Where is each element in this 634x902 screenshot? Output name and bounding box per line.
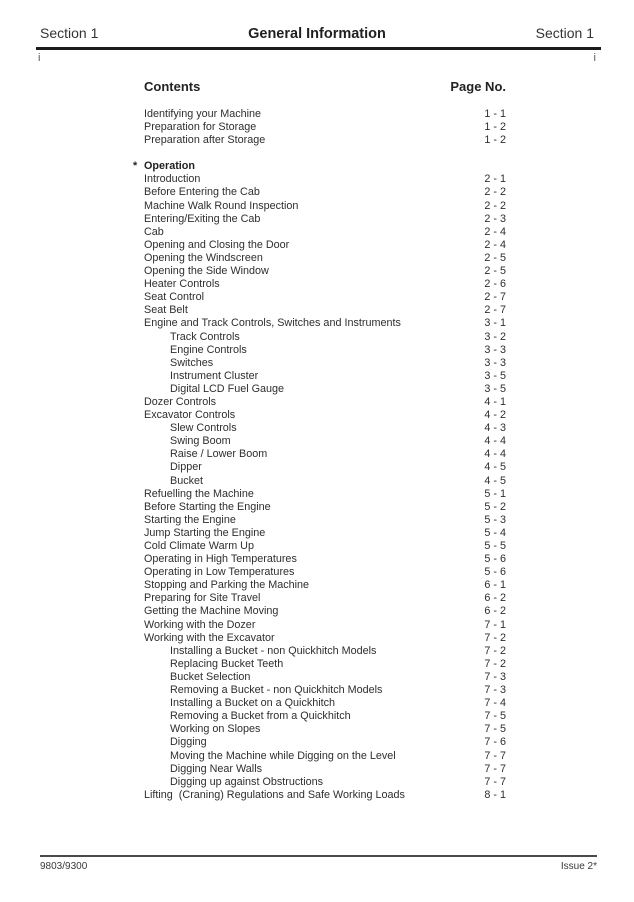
toc-entry-page: 6 - 1 — [484, 579, 506, 592]
toc-entry-page: 7 - 7 — [484, 775, 506, 788]
toc-entry-label: Bucket Selection — [170, 670, 251, 683]
toc-entry-page: 5 - 6 — [484, 566, 506, 579]
toc-entry-page: 5 - 2 — [484, 500, 506, 513]
page-header — [40, 25, 594, 42]
toc-entry-label: Swing Boom — [170, 435, 231, 448]
toc-row — [144, 619, 506, 632]
toc-entry-page: 4 - 3 — [484, 422, 506, 435]
toc-entry-page: 3 - 2 — [484, 330, 506, 343]
toc-entry-label: Working on Slopes — [170, 723, 261, 736]
toc-row — [144, 435, 506, 448]
toc-row — [144, 226, 506, 239]
toc-row — [144, 344, 506, 357]
toc-entry-page: 3 - 5 — [484, 382, 506, 395]
toc-entry-page: 7 - 1 — [484, 618, 506, 631]
toc-entry-label: Digging up against Obstructions — [170, 775, 324, 788]
toc-row — [144, 186, 506, 199]
toc-row — [144, 710, 506, 723]
toc-entry-page — [464, 160, 506, 173]
toc-entry-label: Removing a Bucket from a Quickhitch — [170, 710, 351, 723]
toc-entry-page: 5 - 3 — [484, 513, 506, 526]
footer-rule — [40, 855, 597, 857]
toc-entry-label: Operating in High Temperatures — [144, 553, 297, 566]
toc-row — [144, 540, 506, 553]
header-rule — [36, 47, 601, 50]
toc-entry-label: Track Controls — [170, 330, 240, 343]
page-number-left: i — [38, 52, 41, 64]
toc-entry-page: 2 - 7 — [484, 291, 506, 304]
toc-entry-label: Entering/Exiting the Cab — [144, 212, 261, 225]
toc-entry-page: 3 - 3 — [484, 356, 506, 369]
toc-entry-label: Identifying your Machine — [144, 108, 262, 120]
toc-row — [144, 396, 506, 409]
toc-row — [144, 422, 506, 435]
toc-entry-label: Removing a Bucket - non Quickhitch Models — [170, 684, 383, 697]
toc-row — [133, 160, 506, 173]
toc-row — [144, 475, 506, 488]
toc-row — [144, 605, 506, 618]
toc-row — [144, 684, 506, 697]
toc-entry-page: 4 - 1 — [484, 395, 506, 408]
toc-entry-page: 4 - 4 — [484, 448, 506, 461]
toc-row — [144, 553, 506, 566]
page-number-row — [38, 52, 596, 64]
toc-entry-label: Preparation after Storage — [144, 134, 266, 147]
toc-entry-page: 1 - 1 — [484, 108, 506, 120]
toc-entry-page: 2 - 2 — [484, 186, 506, 199]
toc-entry-label: Raise / Lower Boom — [170, 448, 268, 461]
toc-entry-label: Engine Controls — [170, 343, 247, 356]
table-of-contents — [133, 79, 506, 802]
toc-entry-page: 6 - 2 — [484, 592, 506, 605]
toc-entry-label: Seat Control — [144, 291, 205, 304]
toc-entry-label: Jump Starting the Engine — [144, 526, 266, 539]
toc-entry-page: 1 - 2 — [484, 134, 506, 147]
toc-entry-label: Working with the Dozer — [144, 618, 256, 631]
toc-row — [144, 461, 506, 474]
toc-entry-page: 3 - 5 — [484, 369, 506, 382]
toc-row — [144, 776, 506, 789]
toc-entry-label: Engine and Track Controls, Switches and Instruments — [144, 317, 401, 330]
toc-row — [144, 200, 506, 213]
toc-entry-page: 7 - 6 — [484, 736, 506, 749]
toc-entry-page: 2 - 4 — [484, 225, 506, 238]
toc-entry-label: Lifting (Craning) Regulations and Safe Working Loads — [144, 788, 405, 801]
toc-row — [144, 697, 506, 710]
toc-entry-page: 2 - 6 — [484, 278, 506, 291]
toc-entry-label: Dozer Controls — [144, 395, 217, 408]
toc-row — [144, 304, 506, 317]
toc-entry-page: 4 - 5 — [484, 461, 506, 474]
toc-entry-label: Cold Climate Warm Up — [144, 540, 254, 552]
page-number-right: i — [593, 52, 596, 64]
toc-entry-label: Operation — [144, 160, 195, 173]
toc-row — [144, 409, 506, 422]
toc-entry-label: Opening the Side Window — [144, 265, 269, 278]
toc-row — [144, 239, 506, 252]
toc-entry-label: Dipper — [170, 461, 202, 474]
toc-entry-label: Digging — [170, 736, 207, 749]
toc-entry-page: 7 - 7 — [484, 762, 506, 775]
toc-entry-label: Digging Near Walls — [170, 762, 263, 775]
toc-entry-label: Machine Walk Round Inspection — [144, 199, 299, 212]
toc-entry-label: Working with the Excavator — [144, 631, 275, 644]
toc-entry-page: 5 - 5 — [484, 540, 506, 552]
toc-row — [144, 645, 506, 658]
toc-entry-label: Switches — [170, 356, 214, 369]
toc-entry-label: Starting the Engine — [144, 513, 236, 526]
toc-entry-page: 2 - 2 — [484, 199, 506, 212]
toc-row — [144, 527, 506, 540]
toc-entry-page: 2 - 3 — [484, 212, 506, 225]
issue-label: Issue 2* — [560, 861, 597, 872]
toc-entry-label: Stopping and Parking the Machine — [144, 579, 310, 592]
toc-row — [144, 370, 506, 383]
header-section-left: Section 1 — [40, 25, 99, 41]
toc-entry-page: 3 - 1 — [484, 317, 506, 330]
header-section-right: Section 1 — [535, 25, 594, 41]
toc-row — [144, 632, 506, 645]
toc-entry-label: Cab — [144, 225, 164, 238]
toc-row — [144, 723, 506, 736]
toc-entry-page: 2 - 4 — [484, 238, 506, 251]
toc-row — [144, 121, 506, 134]
toc-entry-label: Slew Controls — [170, 422, 237, 435]
toc-entry-page: 5 - 6 — [484, 553, 506, 566]
toc-entry-label: Introduction — [144, 173, 201, 186]
toc-entry-page: 7 - 2 — [484, 644, 506, 657]
toc-row — [144, 173, 506, 186]
toc-row — [144, 592, 506, 605]
toc-entry-label: Before Entering the Cab — [144, 186, 260, 199]
toc-entry-page: 7 - 4 — [484, 697, 506, 710]
toc-row — [144, 108, 506, 121]
toc-entry-label: Instrument Cluster — [170, 369, 259, 382]
toc-row — [144, 488, 506, 501]
toc-entry-page: 7 - 2 — [484, 631, 506, 644]
toc-entry-page: 8 - 1 — [484, 788, 506, 801]
toc-entry-page: 4 - 4 — [484, 435, 506, 448]
page-footer — [40, 861, 597, 872]
toc-entry-label: Getting the Machine Moving — [144, 605, 279, 618]
toc-entry-label: Preparing for Site Travel — [144, 592, 261, 605]
toc-entry-label: Preparation for Storage — [144, 121, 257, 134]
toc-entry-page: 7 - 5 — [484, 710, 506, 723]
toc-row — [144, 501, 506, 514]
toc-row — [144, 291, 506, 304]
toc-entry-page: 7 - 2 — [484, 657, 506, 670]
toc-row — [144, 134, 506, 147]
toc-entry-page: 7 - 3 — [484, 684, 506, 697]
toc-entry-label: Operating in Low Temperatures — [144, 566, 295, 579]
toc-row — [144, 331, 506, 344]
toc-row — [144, 357, 506, 370]
toc-entry-label: Excavator Controls — [144, 409, 236, 422]
toc-entry-label: Bucket — [170, 474, 204, 487]
toc-row — [144, 566, 506, 579]
toc-entry-label: Refuelling the Machine — [144, 487, 254, 500]
toc-row — [144, 763, 506, 776]
toc-row — [144, 658, 506, 671]
toc-row — [144, 750, 506, 763]
toc-row — [144, 514, 506, 527]
page-no-heading: Page No. — [450, 79, 506, 94]
toc-entry-page: 7 - 7 — [484, 749, 506, 762]
toc-entry-label: Opening the Windscreen — [144, 251, 263, 264]
toc-entry-label: Before Starting the Engine — [144, 500, 271, 513]
toc-entry-page: 2 - 7 — [484, 304, 506, 317]
footnote-star: * — [133, 160, 138, 173]
toc-entry-label: Digital LCD Fuel Gauge — [170, 382, 285, 395]
toc-entry-page: 2 - 1 — [484, 173, 506, 186]
toc-list — [133, 108, 506, 802]
toc-row — [144, 252, 506, 265]
toc-entry-label: Replacing Bucket Teeth — [170, 657, 284, 670]
toc-row — [144, 671, 506, 684]
contents-heading: Contents — [144, 79, 201, 94]
toc-entry-label: Moving the Machine while Digging on the Level — [170, 749, 396, 762]
publication-number: 9803/9300 — [40, 861, 88, 872]
toc-entry-page: 7 - 5 — [484, 723, 506, 736]
toc-entry-label: Opening and Closing the Door — [144, 238, 290, 251]
toc-header — [144, 79, 506, 94]
toc-row — [144, 213, 506, 226]
toc-entry-page: 1 - 2 — [484, 121, 506, 134]
page-title: General Information — [248, 26, 386, 42]
toc-entry-page: 3 - 3 — [484, 343, 506, 356]
toc-entry-page: 7 - 3 — [484, 670, 506, 683]
toc-row — [144, 736, 506, 749]
toc-row — [144, 383, 506, 396]
toc-entry-label: Installing a Bucket on a Quickhitch — [170, 697, 336, 710]
toc-entry-page: 4 - 5 — [484, 474, 506, 487]
toc-entry-page: 2 - 5 — [484, 251, 506, 264]
toc-entry-page: 2 - 5 — [484, 265, 506, 278]
toc-entry-page: 5 - 4 — [484, 526, 506, 539]
toc-row — [144, 278, 506, 291]
toc-row — [144, 317, 506, 330]
toc-row — [144, 448, 506, 461]
toc-row — [144, 265, 506, 278]
toc-entry-page: 4 - 2 — [484, 409, 506, 422]
toc-entry-page: 5 - 1 — [484, 487, 506, 500]
toc-entry-page: 6 - 2 — [484, 605, 506, 618]
toc-row — [144, 789, 506, 802]
toc-entry-label: Installing a Bucket - non Quickhitch Models — [170, 644, 377, 657]
toc-entry-label: Heater Controls — [144, 278, 220, 291]
toc-row — [144, 579, 506, 592]
toc-entry-label: Seat Belt — [144, 304, 188, 317]
